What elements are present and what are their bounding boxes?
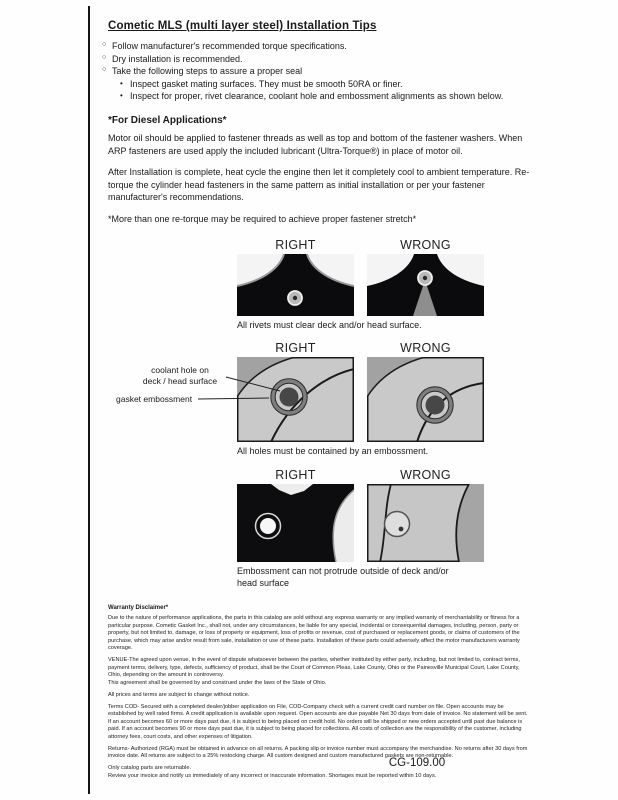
tips-list: [102, 40, 532, 103]
tip-text: Follow manufacturer's recommended torque specifications.: [112, 41, 347, 51]
diagram-panels: [237, 468, 532, 562]
hole-wrong-diagram: [367, 357, 484, 442]
diesel-paragraph: *More than one re-torque may be required to achieve proper fastener stretch*: [108, 213, 417, 224]
tip-text: Dry installation is recommended.: [112, 53, 243, 64]
gasket-embossment-callout: gasket embossment: [116, 394, 193, 405]
diagram-section: [108, 238, 532, 590]
coolant-hole-callout-line1: coolant hole on: [151, 365, 209, 376]
warranty-paragraph: Returns- Authorized (RGA) must be obtained in advance on all returns. A packing slip or invoice number must accompany the merchandise. No returns after 30 days from invoice date. All returns are subject to a 25% restocking charge. All custom designed and custom manufactured gaskets are non-returnable.: [108, 745, 528, 760]
rivet-right-diagram: [237, 254, 354, 316]
diesel-applications-section: [108, 115, 532, 226]
circle-bullet-icon: ○: [102, 66, 107, 74]
tip-item: [102, 53, 532, 66]
coolant-hole-callout: [136, 365, 224, 387]
rivet-wrong-diagram: [367, 254, 484, 316]
tip-item: [102, 40, 532, 53]
diagram-panels: [237, 341, 532, 442]
wrong-label: WRONG: [400, 237, 451, 252]
page-edge-rule: [88, 6, 90, 794]
diagram-right-column: [237, 468, 354, 562]
diagram-wrong-column: [367, 341, 484, 442]
diesel-paragraph: After Installation is complete, heat cycle the engine then let it completely cool to ambient temperature. Re-torque the cylinder head fasteners in the same pattern as initial installation or per your fastener manufacturer's recommendations.: [108, 167, 530, 203]
diagram-caption: All rivets must clear deck and/or head surface.: [237, 319, 422, 330]
embossment-wrong-diagram: [367, 484, 484, 562]
tip-sub-item: [120, 90, 532, 103]
warranty-paragraph: Due to the nature of performance applications, the parts in this catalog are sold without any express warranty or any implied warranty of merchantability or fitness for a particular purpose. Cometic Gasket Inc., shall not, under any circumstances, be liable for any special, incidental or consequential damages, including, person, party or property, but not limited to, damage, or loss of property or equipment, loss of profits or revenue, cost of purchased or replacement goods, or claims of customers of the purchase, which may arise and/or result from sale, installation or use of these parts. Installation of these parts could adversely affect the motor manufacturers warranty coverage.: [108, 615, 520, 652]
tip-sub-item: [120, 78, 532, 91]
embossment-right-diagram: [237, 484, 354, 562]
coolant-hole-callout-line2: deck / head surface: [142, 376, 218, 387]
warranty-paragraph: This agreement shall be governed by and construed under the laws of the State of Ohio.: [108, 679, 327, 686]
right-label: RIGHT: [275, 467, 316, 482]
diagram-right-column: [237, 238, 354, 316]
diagram-row-embossment: [108, 468, 532, 589]
right-label: RIGHT: [275, 237, 316, 252]
wrong-label: WRONG: [400, 341, 451, 356]
warranty-paragraph: VENUE-The agreed upon venue, in the event of dispute whatsoever between the parties, whether instituted by either party, including, but not limited to, contract terms, payment terms, delivery, type, defects, sufficiency of product, shall be the Court of Common Pleas, Lake County, Ohio or the Painesville Municipal Court, Lake County, Ohio, depending on the amount in controversy.: [108, 657, 520, 679]
circle-bullet-icon: ○: [102, 53, 107, 61]
warranty-paragraph: Terms COD- Secured with a completed dealer/jobber application on File, COD-Company check with a current credit card number on file. Open accounts may be established by well rated firms. A credit application is available upon request. Open accounts are due payable Net 30 days from date of invoice. No statement will be sent. If an account becomes 60 or more days past due, it is subject to being placed on credit hold. No orders will be shipped or new orders accepted until past due balance is paid. If an account becomes 90 or more days past due, it is subject to being placed for collections. All costs of collection are the responsibility of the customer, including attorney fees, court costs, and other expenses of litigation.: [108, 703, 528, 740]
warranty-paragraph: Only catalog parts are returnable.: [108, 765, 192, 772]
warranty-disclaimer-section: [108, 605, 532, 780]
diagram-wrong-column: [367, 238, 484, 316]
dot-bullet-icon: •: [120, 78, 123, 88]
diagram-panels: [237, 238, 532, 316]
page-code: CG-109.00: [388, 757, 446, 769]
diesel-heading: *For Diesel Applications*: [108, 114, 227, 126]
circle-bullet-icon: ○: [102, 41, 107, 48]
diagram-row-holes: [108, 341, 532, 458]
warranty-paragraph: All prices and terms are subject to change without notice.: [108, 691, 250, 698]
wrong-label: WRONG: [400, 467, 451, 482]
right-label: RIGHT: [275, 341, 316, 356]
warranty-heading: Warranty Disclaimer*: [108, 605, 169, 612]
diagram-caption: Embossment can not protrude outside of deck and/or head surface: [237, 565, 449, 588]
tip-item: [102, 65, 532, 78]
tip-text: Inspect gasket mating surfaces. They must be smooth 50RA or finer.: [130, 78, 403, 89]
diagram-row-rivets: [108, 238, 532, 332]
tip-text: Take the following steps to assure a proper seal: [112, 66, 303, 77]
page-title: Cometic MLS (multi layer steel) Installation Tips: [108, 20, 377, 32]
page-content: [102, 20, 532, 784]
diesel-paragraph: Motor oil should be applied to fastener threads as well as top and bottom of the fastener washers. When ARP fasteners are used apply the included lubricant (Ultra-Torque®) in place of motor oil.: [108, 132, 523, 156]
diagram-right-column: [237, 341, 354, 442]
diagram-caption: All holes must be contained by an embossment.: [237, 446, 429, 457]
warranty-paragraph: Review your invoice and notify us immediately of any incorrect or inaccurate information. Shortages must be reported within 10 days.: [108, 772, 437, 779]
tip-text: Inspect for proper, rivet clearance, coolant hole and embossment alignments as shown below.: [130, 91, 504, 102]
dot-bullet-icon: •: [120, 91, 123, 101]
diagram-wrong-column: [367, 468, 484, 562]
hole-right-diagram: [237, 357, 354, 442]
